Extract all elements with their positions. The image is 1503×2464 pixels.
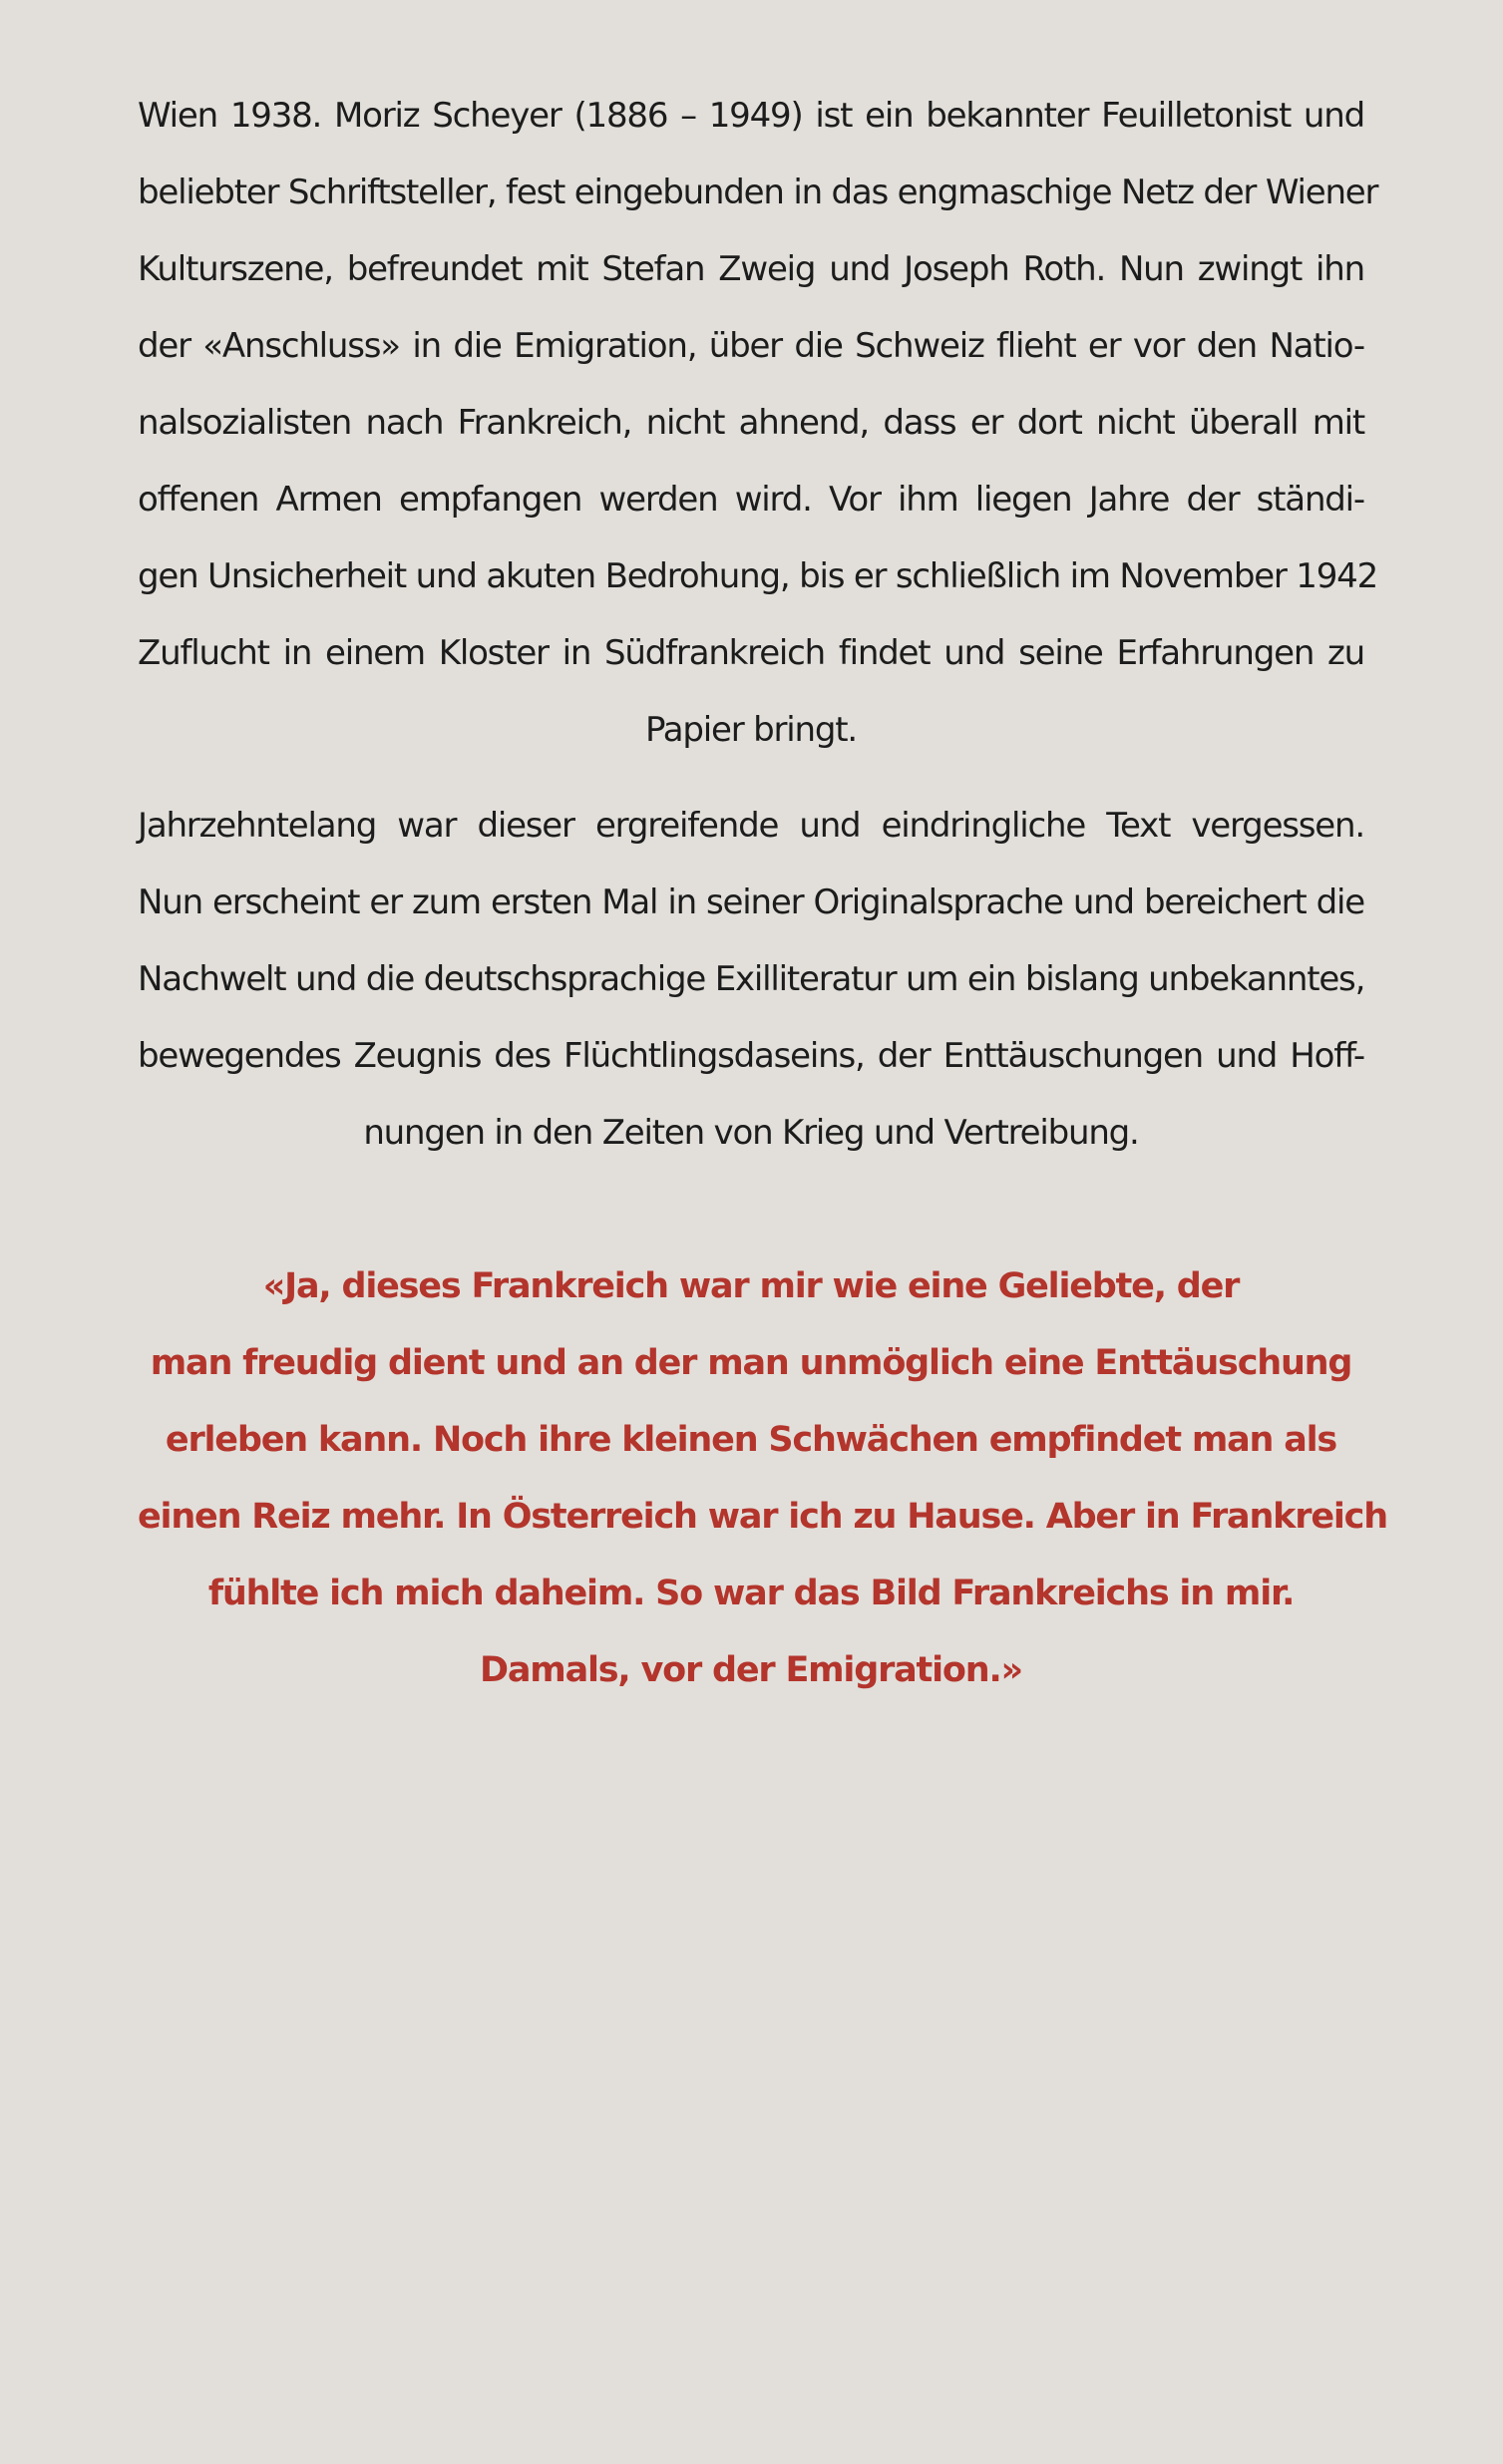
quote-line: man freudig dient und an der man unmöglich eine Enttäuschung [150, 1343, 1352, 1383]
text-line: Papier bringt. [644, 710, 858, 750]
quote-line: «Ja, dieses Frankreich war mir wie eine Geliebte, der [262, 1266, 1240, 1306]
description-paragraph-2 [138, 788, 1364, 1172]
text-line: Kulturszene, befreundet mit Stefan Zweig und Joseph Roth. Nun zwingt ihn [138, 249, 1364, 289]
pull-quote [138, 1248, 1387, 1709]
text-line: der «Anschluss» in die Emigration, über die Schweiz flieht er vor den Natio- [138, 326, 1364, 366]
text-line: nungen in den Zeiten von Krieg und Vertreibung. [363, 1113, 1139, 1153]
quote-line: erleben kann. Noch ihre kleinen Schwächen empfindet man als [165, 1420, 1337, 1460]
quote-line: Damals, vor der Emigration.» [480, 1650, 1022, 1690]
text-line: Nun erscheint er zum ersten Mal in seiner Originalsprache und bereichert die [138, 882, 1364, 922]
quote-line: fühlte ich mich daheim. So war das Bild Frankreichs in mir. [207, 1574, 1295, 1613]
text-line: beliebter Schriftsteller, fest eingebunden in das engmaschige Netz der Wiener [138, 173, 1378, 212]
text-line: Nachwelt und die deutschsprachige Exilliteratur um ein bislang unbekanntes, [138, 959, 1365, 999]
text-line: Wien 1938. Moriz Scheyer (1886 – 1949) ist ein bekannter Feuilletonist und [138, 96, 1364, 136]
text-line: offenen Armen empfangen werden wird. Vor ihm liegen Jahre der ständi- [138, 480, 1364, 520]
text-line: Jahrzehntelang war dieser ergreifende und eindringliche Text vergessen. [138, 806, 1364, 846]
text-line: gen Unsicherheit und akuten Bedrohung, bis er schließlich im November 1942 [138, 556, 1378, 596]
text-line: nalsozialisten nach Frankreich, nicht ahnend, dass er dort nicht überall mit [138, 403, 1364, 443]
text-line: Zuflucht in einem Kloster in Südfrankreich findet und seine Erfahrungen zu [138, 633, 1364, 673]
quote-line: einen Reiz mehr. In Österreich war ich zu Hause. Aber in Frankreich [138, 1497, 1387, 1537]
description-paragraph-1 [138, 78, 1378, 769]
text-line: bewegendes Zeugnis des Flüchtlingsdaseins, der Enttäuschungen und Hoff- [138, 1036, 1364, 1076]
